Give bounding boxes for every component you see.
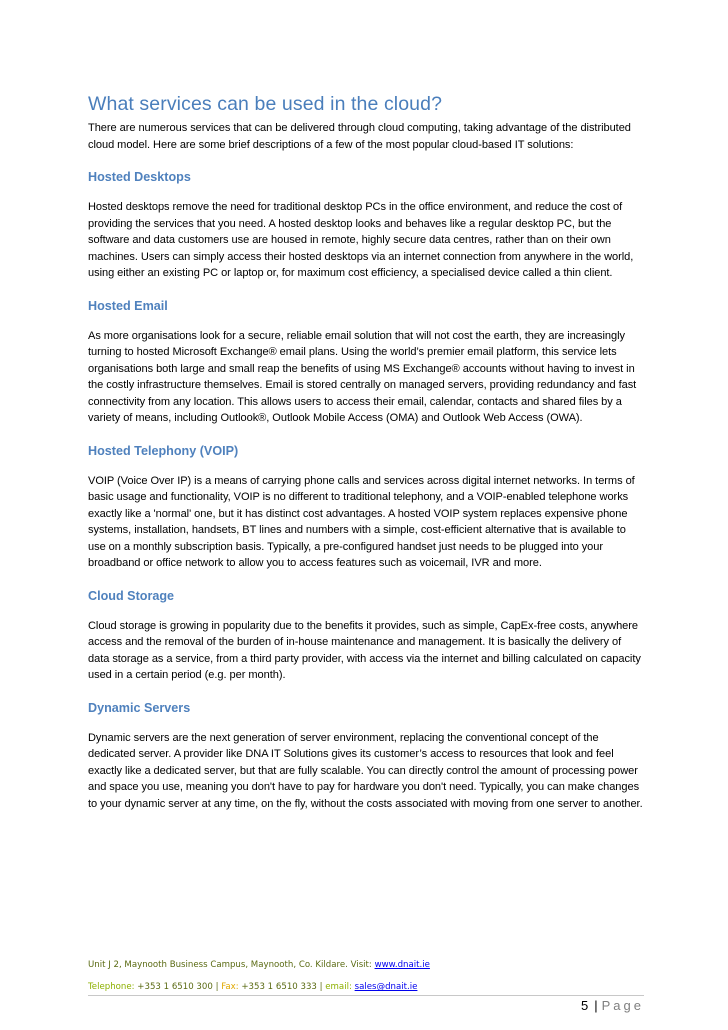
section-hosted-email — [88, 298, 644, 427]
footer-separator: | — [319, 982, 323, 992]
fax-label: Fax: — [221, 982, 239, 992]
page-word: Page — [601, 998, 644, 1013]
section-body: As more organisations look for a secure, reliable email solution that will not cost the earth, they are increasingly turning to hosted Microsoft Exchange® email plans. Using the world’s premier email platform, this service lets organisations both large and small reap the benefits of using MS Exchange® accounts without having to invest in the costly infrastructure themselves. Email is stored centrally on managed servers, providing redundancy and fast connectivity from any location. This allows users to access their email, calendar, contacts and shared files by a variety of means, including Outlook®, Outlook Mobile Access (OMA) and Outlook Web Access (OWA). — [88, 329, 637, 424]
section-heading: Cloud Storage — [88, 588, 175, 603]
email-link[interactable]: sales@dnait.ie — [354, 982, 418, 992]
section-body: Hosted desktops remove the need for traditional desktop PCs in the office environment, and reduce the cost of providing the services that you need. A hosted desktop looks and behaves like a regular desktop PC, but the software and data customers use are housed in remote, highly secure data centres, rather than on their own machines. Users can simply access their hosted desktops via an internet connection from anywhere in the world, using either an existing PC or laptop or, for maximum cost efficiency, a specialised device called a thin client. — [88, 201, 634, 279]
page-content — [88, 92, 644, 812]
section-body: Cloud storage is growing in popularity due to the benefits it provides, such as simple, CapEx-free costs, anywhere access and the removal of the burden of in-house maintenance and management. It is basically the delivery of data storage as a service, from a third party provider, with access via the internet and billing calculated on capacity used in a certain period (e.g. per month). — [88, 619, 641, 681]
page-number-value: 5 — [581, 998, 591, 1013]
footer-address-line — [88, 959, 644, 971]
footer-address: Unit J 2, Maynooth Business Campus, Maynooth, Co. Kildare. Visit: — [88, 960, 375, 970]
section-hosted-desktops — [88, 169, 644, 282]
section-heading: Hosted Email — [88, 298, 168, 313]
footer — [88, 959, 644, 993]
footer-divider — [88, 995, 644, 996]
footer-contact-line — [88, 981, 644, 993]
telephone-number: +353 1 6510 300 — [137, 982, 213, 992]
section-heading: Hosted Telephony (VOIP) — [88, 443, 239, 458]
section-body: VOIP (Voice Over IP) is a means of carrying phone calls and services across digital internet networks. In terms of basic usage and functionality, VOIP is no different to traditional telephony, and a VOIP-enabled telephone works exactly like a 'normal' one, but it has distinct cost advantages. A hosted VOIP system replaces expensive phone systems, installation, handsets, BT lines and numbers with a simple, cost-efficient alternative that is available to use on a monthly subscription basis. Typically, a pre-configured handset just needs to be plugged into your broadband or office network to allow you to access features such as voicemail, IVR and more. — [88, 474, 635, 569]
section-dynamic-servers — [88, 700, 644, 813]
section-heading: Dynamic Servers — [88, 700, 191, 715]
page-title: What services can be used in the cloud? — [88, 93, 443, 115]
section-heading: Hosted Desktops — [88, 170, 191, 184]
footer-separator: | — [215, 982, 219, 992]
section-hosted-telephony — [88, 443, 644, 572]
email-label: email: — [325, 982, 352, 992]
telephone-label: Telephone: — [88, 982, 135, 992]
page-number-separator: | — [594, 998, 598, 1013]
fax-number: +353 1 6510 333 — [241, 982, 317, 992]
section-cloud-storage — [88, 588, 644, 684]
intro-paragraph: There are numerous services that can be delivered through cloud computing, taking advantage of the distributed cloud model. Here are some brief descriptions of a few of the most popular cloud-based IT solutions: — [88, 122, 631, 151]
section-body: Dynamic servers are the next generation of server environment, replacing the conventional concept of the dedicated server. A provider like DNA IT Solutions gives its customer’s access to resources that look and feel exactly like a dedicated server, but that are fully scalable. You can directly control the amount of processing power and space you use, meaning you don't have to pay for hardware you don't need. Typically, you can make changes to your dynamic server at any time, on the fly, without the costs associated with moving from one server to another. — [88, 731, 643, 810]
website-link[interactable]: www.dnait.ie — [374, 960, 430, 970]
page-number — [581, 998, 644, 1013]
